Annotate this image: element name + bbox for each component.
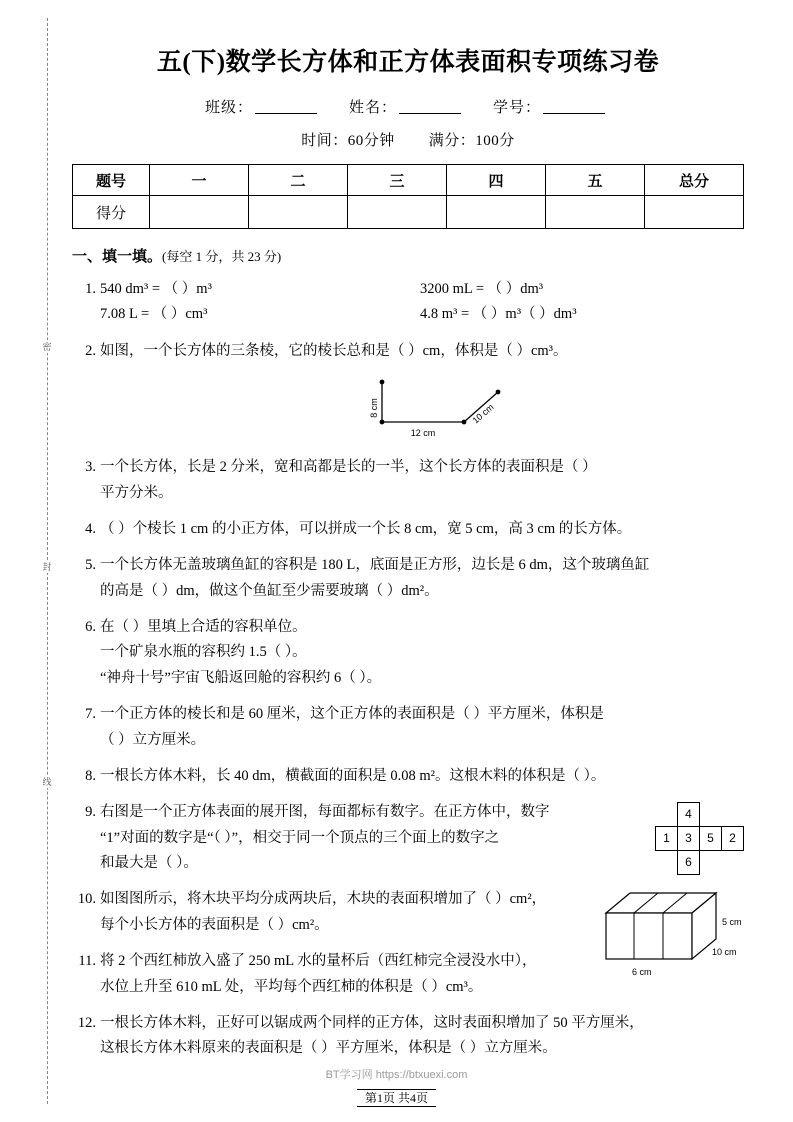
question-7-line-2: （ ）立方厘米。 xyxy=(100,731,206,748)
binding-mark-1: 密 xyxy=(38,340,56,353)
question-5-line-1: 一个长方体无盖玻璃鱼缸的容积是 180 L，底面是正方形，边长是 6 dm，这个玻璃鱼缸 xyxy=(100,557,650,574)
score-table-value-row xyxy=(73,196,744,229)
question-1-row-2 xyxy=(100,302,744,327)
question-12-number: 12. xyxy=(77,1014,96,1031)
cube-net-diagram xyxy=(655,802,744,875)
q1-line2-left: 7.08 L = （ ）cm³ xyxy=(100,306,208,323)
question-8 xyxy=(72,764,744,789)
section-heading-sub: (每空 1 分，共 23 分) xyxy=(162,249,282,264)
score-cell-5[interactable] xyxy=(546,196,645,229)
exam-full-score: 满分：100分 xyxy=(428,133,515,149)
watermark: BT学习网 https://btxuexi.com xyxy=(325,1069,468,1081)
question-4-number: 4. xyxy=(85,520,96,537)
net-cell-r3: 5 xyxy=(700,827,722,851)
question-7-number: 7. xyxy=(85,706,96,723)
score-cell-3[interactable] xyxy=(348,196,447,229)
net-cell-r1: 1 xyxy=(656,827,678,851)
question-7 xyxy=(72,702,744,753)
question-7-line-1: 一个正方体的棱长和是 60 厘米，这个正方体的表面积是（ ）平方厘米，体积是 xyxy=(100,706,604,723)
section-heading-text: 一、填一填。 xyxy=(72,249,163,265)
question-3-line-2: 平方分米。 xyxy=(100,484,173,501)
question-4 xyxy=(72,517,744,542)
score-col-3: 三 xyxy=(348,165,447,196)
net-cell-empty-4 xyxy=(656,851,678,875)
score-col-4: 四 xyxy=(447,165,546,196)
score-cell-total[interactable] xyxy=(645,196,744,229)
question-5 xyxy=(72,553,744,604)
binding-mark-3: 线 xyxy=(38,775,56,788)
svg-text:10 cm: 10 cm xyxy=(470,402,496,426)
question-10-line-2: 每个小长方体的表面积是（ ）cm²。 xyxy=(100,916,329,933)
question-12-line-2: 这根长方体木料原来的表面积是（ ）平方厘米，体积是（ ）立方厘米。 xyxy=(100,1040,557,1057)
question-9-line-2: “1”对面的数字是“（ ）”，相交于同一个顶点的三个面上的数字之 xyxy=(100,829,500,846)
question-2-number: 2. xyxy=(85,342,96,359)
svg-text:12 cm: 12 cm xyxy=(410,428,436,439)
question-6-number: 6. xyxy=(85,619,96,635)
score-row-label-2: 得分 xyxy=(73,196,150,229)
question-2-text: 如图，一个长方体的三条棱，它的棱长总和是（ ）cm，体积是（ ）cm³。 xyxy=(100,342,568,359)
question-4-line-1: （ ）个棱长 1 cm 的小正方体，可以拼成一个长 8 cm，宽 5 cm，高 3 cm 的长方体。 xyxy=(100,520,632,537)
net-cell-empty-2 xyxy=(700,803,722,827)
page-number xyxy=(0,1089,793,1106)
question-5-number: 5. xyxy=(85,557,96,574)
score-row-label-1: 题号 xyxy=(73,165,150,196)
page-number-text: 第1页 共4页 xyxy=(357,1089,436,1107)
svg-text:8 cm: 8 cm xyxy=(369,398,379,418)
question-10-line-1: 如图图所示，将木块平均分成两块后，木块的表面积增加了（ ）cm²， xyxy=(100,891,547,908)
score-col-1: 一 xyxy=(150,165,249,196)
question-10-number: 10. xyxy=(77,891,96,908)
question-list xyxy=(72,277,744,1062)
question-11-line-1: 将 2 个西红柿放入盛了 250 mL 水的量杯后（西红柿完全浸没水中）， xyxy=(100,953,537,970)
question-1-row-1 xyxy=(100,277,744,302)
question-2 xyxy=(72,339,744,444)
svg-text:5 cm: 5 cm xyxy=(722,917,742,928)
score-table xyxy=(72,164,744,229)
q1-line1-left: 540 dm³ = （ ）m³ xyxy=(100,281,212,297)
score-cell-1[interactable] xyxy=(150,196,249,229)
id-label: 学号： xyxy=(493,100,542,116)
question-6-line-1: 在（ ）里填上合适的容积单位。 xyxy=(100,619,307,635)
score-table-header-row xyxy=(73,165,744,196)
name-label: 姓名： xyxy=(348,100,397,116)
net-cell-top: 4 xyxy=(678,803,700,827)
class-label: 班级： xyxy=(204,100,253,116)
question-5-line-2: 的高是（ ）dm，做这个鱼缸至少需要玻璃（ ）dm²。 xyxy=(100,582,439,599)
net-cell-r2: 3 xyxy=(678,827,700,851)
question-3-line-1: 一个长方体，长是 2 分米，宽和高都是长的一半，这个长方体的表面积是（ ） xyxy=(100,459,597,476)
question-9-figure xyxy=(655,802,744,875)
question-1 xyxy=(72,277,744,328)
id-blank[interactable] xyxy=(543,98,605,114)
rectangular-prism-edges-diagram xyxy=(368,366,538,440)
question-9-line-3: 和最大是（ ）。 xyxy=(100,855,198,871)
question-6-line-3: “神舟十号”宇宙飞船返回舱的容积约 6（ ）。 xyxy=(100,669,382,686)
question-11 xyxy=(72,949,744,1000)
svg-text:6 cm: 6 cm xyxy=(632,967,652,978)
question-11-number: 11. xyxy=(78,953,96,970)
score-col-2: 二 xyxy=(249,165,348,196)
score-cell-4[interactable] xyxy=(447,196,546,229)
question-9 xyxy=(72,800,744,876)
question-3-number: 3. xyxy=(85,459,96,476)
score-col-5: 五 xyxy=(546,165,645,196)
question-6 xyxy=(72,615,744,691)
question-6-line-2: 一个矿泉水瓶的容积约 1.5（ ）。 xyxy=(100,644,307,661)
q1-line1-right: 3200 mL = （ ）dm³ xyxy=(420,281,544,297)
name-blank[interactable] xyxy=(399,98,461,114)
exam-time: 时间：60分钟 xyxy=(301,133,395,149)
question-8-number: 8. xyxy=(85,767,96,784)
net-cell-empty-5 xyxy=(700,851,722,875)
question-12 xyxy=(72,1011,744,1062)
page-title: 五(下)数学长方体和正方体表面积专项练习卷 xyxy=(156,49,660,76)
student-info-line xyxy=(72,96,744,117)
question-9-number: 9. xyxy=(85,804,96,821)
score-cell-2[interactable] xyxy=(249,196,348,229)
question-12-line-1: 一根长方体木料，正好可以锯成两个同样的正方体，这时表面积增加了 50 平方厘米， xyxy=(100,1014,644,1031)
net-cell-bottom: 6 xyxy=(678,851,700,875)
score-col-total: 总分 xyxy=(645,165,744,196)
question-2-figure xyxy=(100,366,744,444)
binding-mark-2: 封 xyxy=(38,560,56,573)
question-8-line-1: 一根长方体木料，长 40 dm，横截面的面积是 0.08 m²。这根木料的体积是（ ）。 xyxy=(100,767,606,784)
question-1-number: 1. xyxy=(85,281,96,297)
question-11-line-2: 水位上升至 610 mL 处，平均每个西红柿的体积是（ ）cm³。 xyxy=(100,978,483,995)
net-cell-r4: 2 xyxy=(722,827,744,851)
net-cell-empty-1 xyxy=(656,803,678,827)
net-cell-empty-6 xyxy=(722,851,744,875)
exam-meta-line xyxy=(72,129,744,150)
net-cell-empty-3 xyxy=(722,803,744,827)
q1-line2-right: 4.8 m³ = （ ）m³（ ）dm³ xyxy=(420,306,577,323)
question-3 xyxy=(72,455,744,506)
section-heading xyxy=(72,245,744,266)
class-blank[interactable] xyxy=(255,98,317,114)
page-content xyxy=(72,30,744,1062)
question-9-line-1: 右图是一个正方体表面的展开图，每面都标有数字。在正方体中，数字 xyxy=(100,804,550,821)
svg-text:10 cm: 10 cm xyxy=(712,947,737,958)
